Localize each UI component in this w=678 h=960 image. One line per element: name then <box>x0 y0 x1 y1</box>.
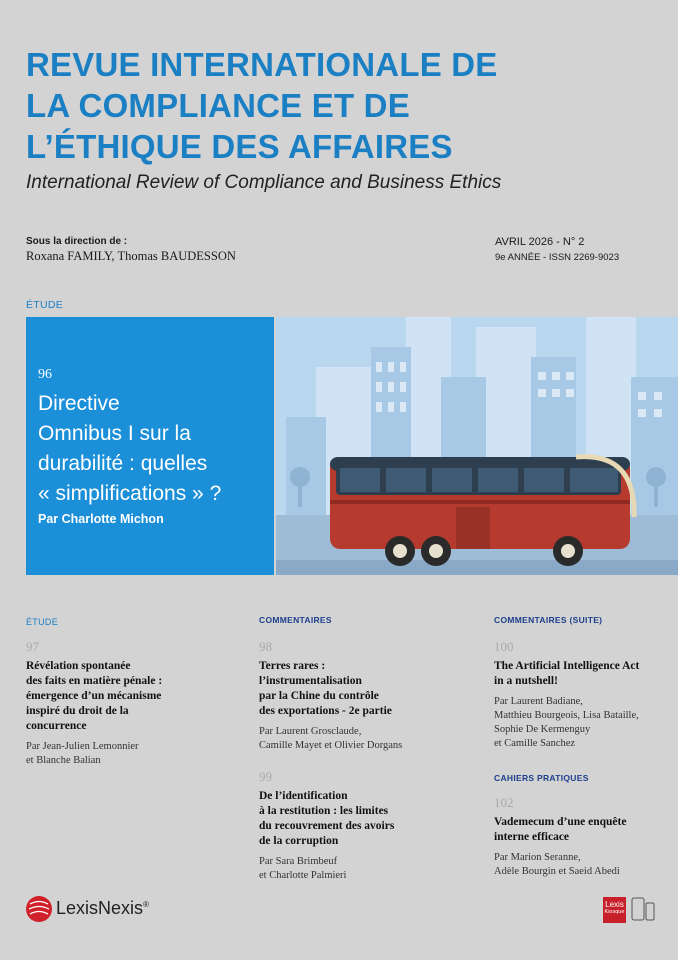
article-author-line: Matthieu Bourgeois, Lisa Bataille, <box>494 710 639 721</box>
article-title-line: à la restitution : les limites <box>259 805 389 817</box>
feature-author: Par Charlotte Michon <box>38 512 164 526</box>
article-title-line: Vademecum d’une enquête <box>494 816 627 828</box>
journal-title-line: REVUE INTERNATIONALE DE <box>26 46 498 83</box>
article-title-line: De l’identification <box>259 790 348 802</box>
article-number: 100 <box>494 639 514 654</box>
article-title-line: interne efficace <box>494 831 570 843</box>
article-title-line: émergence d’un mécanisme <box>26 690 162 702</box>
article-author-line: et Blanche Balian <box>26 755 101 766</box>
article-author-line: Par Sara Brimbeuf <box>259 856 338 867</box>
devices-icon <box>628 897 656 923</box>
feature-number: 96 <box>38 367 52 382</box>
journal-title-line: LA COMPLIANCE ET DE <box>26 87 410 124</box>
article-author-line: Par Laurent Grosclaude, <box>259 726 362 737</box>
article-title-line: in a nutshell! <box>494 675 558 687</box>
article-author-line: Par Jean-Julien Lemonnier <box>26 741 139 752</box>
article-98[interactable] <box>259 639 439 753</box>
article-number: 102 <box>494 795 514 810</box>
issn-line: 9e ANNÉE - ISSN 2269-9023 <box>495 252 620 263</box>
city-bus-illustration <box>276 317 678 575</box>
journal-title-line: L’ÉTHIQUE DES AFFAIRES <box>26 128 453 165</box>
article-title <box>494 659 674 689</box>
article-author-line: Adèle Bourgin et Saeid Abedi <box>494 866 620 877</box>
article-author-line: Camille Mayet et Olivier Dorgans <box>259 740 403 751</box>
kiosk-line: Kiosque <box>604 909 625 915</box>
column-section-label: ÉTUDE <box>26 617 59 627</box>
article-title-line: des exportations - 2e partie <box>259 705 392 717</box>
feature-title-line: « simplifications » ? <box>38 482 222 505</box>
feature-panel[interactable] <box>26 317 274 575</box>
feature-section-label: ÉTUDE <box>26 299 64 311</box>
article-author-line: Par Marion Seranne, <box>494 852 581 863</box>
feature-title <box>38 389 270 509</box>
journal-title <box>26 44 666 167</box>
column-commentaires-suite <box>494 615 674 879</box>
article-author-line: et Camille Sanchez <box>494 738 576 749</box>
article-title-line: des faits en matière pénale : <box>26 675 163 687</box>
article-author-line: Par Laurent Badiane, <box>494 696 583 707</box>
article-author <box>259 725 439 753</box>
direction-label: Sous la direction de : <box>26 236 128 247</box>
feature-title-line: Directive <box>38 392 120 415</box>
article-number: 99 <box>259 769 272 784</box>
article-title-line: par la Chine du contrôle <box>259 690 379 702</box>
column-section-label: COMMENTAIRES <box>259 615 332 625</box>
feature-title-line: Omnibus I sur la <box>38 422 191 445</box>
article-title <box>26 659 206 734</box>
direction-names: Roxana FAMILY, Thomas BAUDESSON <box>26 249 236 263</box>
article-title-line: inspiré du droit de la <box>26 705 129 717</box>
article-99[interactable] <box>259 769 439 883</box>
publisher-name: LexisNexis <box>56 898 144 918</box>
article-number: 97 <box>26 639 39 654</box>
article-title-line: Révélation spontanée <box>26 660 131 672</box>
article-title <box>259 659 439 719</box>
lexis-kiosque-badge[interactable] <box>603 897 626 923</box>
article-author <box>26 740 206 768</box>
lexisnexis-logo-icon <box>25 895 53 923</box>
article-author-line: Sophie De Kermenguy <box>494 724 591 735</box>
article-title-line: du recouvrement des avoirs <box>259 820 395 832</box>
article-title-line: Terres rares : <box>259 660 326 672</box>
article-title-line: concurrence <box>26 720 87 732</box>
article-author <box>494 695 674 751</box>
issue-number: AVRIL 2026 - N° 2 <box>495 236 585 248</box>
registered-mark: ® <box>143 900 149 909</box>
column-etude <box>26 617 206 768</box>
article-title-line: l’instrumentalisation <box>259 675 362 687</box>
column-section-label: CAHIERS PRATIQUES <box>494 773 589 783</box>
article-title <box>259 789 439 849</box>
article-102[interactable] <box>494 795 674 879</box>
article-100[interactable] <box>494 639 674 751</box>
publisher-logo-text <box>56 898 149 919</box>
column-commentaires <box>259 615 439 883</box>
article-title-line: The Artificial Intelligence Act <box>494 660 640 672</box>
article-title-line: de la corruption <box>259 835 339 847</box>
article-author <box>494 851 674 879</box>
article-97[interactable] <box>26 639 206 768</box>
article-number: 98 <box>259 639 272 654</box>
article-title <box>494 815 674 845</box>
journal-subtitle: International Review of Compliance and Business Ethics <box>26 172 502 193</box>
article-author-line: et Charlotte Palmieri <box>259 870 347 881</box>
feature-title-line: durabilité : quelles <box>38 452 208 475</box>
kiosk-line: Lexis <box>605 900 624 909</box>
article-author <box>259 855 439 883</box>
column-section-label: COMMENTAIRES (SUITE) <box>494 615 603 625</box>
